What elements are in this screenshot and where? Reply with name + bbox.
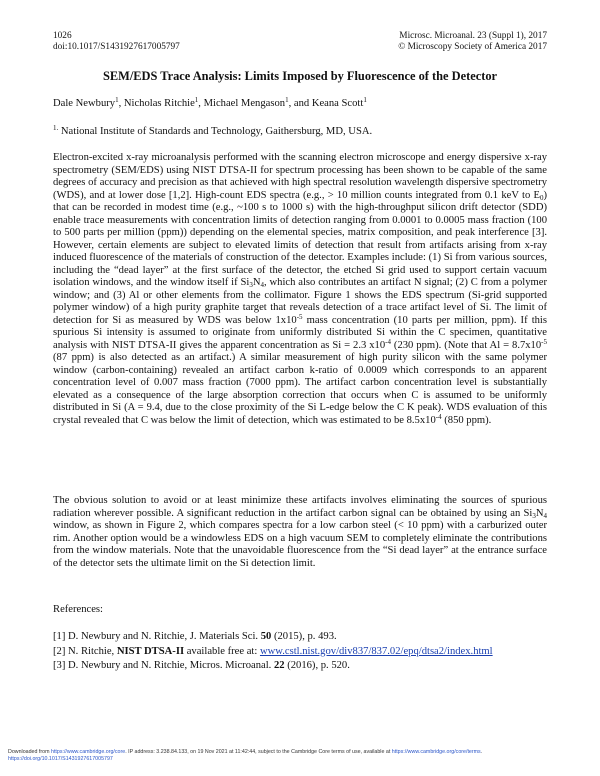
author-name: Michael Mengason xyxy=(203,98,286,109)
author-affiliation-mark: 1 xyxy=(115,96,119,104)
reference-item: [2] N. Ritchie, NIST DTSA-II available free at: www.cstl.nist.gov/div837/837.02/epq/dtsa2/index.html xyxy=(53,645,493,657)
reference-item: [3] D. Newbury and N. Ritchie, Micros. Microanal. 22 (2016), p. 520. xyxy=(53,660,350,671)
header-right xyxy=(398,31,547,53)
author-affiliation-mark: 1 xyxy=(285,96,289,104)
author-affiliation-mark: 1 xyxy=(194,96,199,104)
author-name: Nicholas Ritchie xyxy=(123,98,195,109)
author-list: Dale Newbury$^1$, Nicholas Ritchie$^1$, Michael Mengason$^1$, and Keana Scott$^1$ xyxy=(53,96,367,109)
author-name: Dale Newbury xyxy=(53,98,116,109)
affiliation-mark: 1. xyxy=(53,124,59,132)
page-number: 1026 xyxy=(53,31,72,41)
body-paragraph-1: Electron-excited x-ray microanalysis performed with the scanning electron microscope and energy dispersive x-ray spectrometry (SEM/EDS) using NIST DTSA-II for spectrum processing has been shown to be capable of the same degrees of accuracy and precision as that achieved with high spectral resolution wavelength dispersive spectrometry (WDS), and at lower dose [1,2]. High-count EDS spectra (e.g., > 10 million counts integrated from 0.1 keV to $E_0$) that can be recorded in modest time (e.g., ~100 s to 1000 s) with the high-throughput silicon drift detector (SDD) enable trace measurements with concentration limits of detection ranging from 0.0001 to 0.0005 mass fraction (100 to 500 parts per million (ppm)) depending on the elemental species, matrix composition, and peak interference [3]. However, certain elements are subject to elevated limits of detection that result from artifacts arising from x-ray induced fluorescence of the materials of construction of the detector. Examples include: (1) Si from various sources, including the “dead layer” at the first surface of the detector, the etched Si grid used to support certain vacuum isolation windows, and the window itself if $Si_3N_4$, which also contributes an artifact N signal; (2) C from a polymer window; and (3) Al or other elements from the collimator. Figure 1 shows the EDS spectrum (Si-grid supported polymer window) of a high purity graphite target that reveals detection of a trace artifact level of Si. The limit of detection for Si as measured by WDS was below $1x10^{-5}$ mass concentration (10 parts per million, ppm). If this spurious Si intensity is assumed to originate from uniformly distributed Si within the C specimen, quantitative analysis with NIST DTSA-II gives the apparent concentration as Si = 2.3 $x10^{-4}$ (230 ppm). (Note that $Al = 8.7x10^{-5}$ (87 ppm) is also detected as an artifact.) A similar measurement of high purity silicon with the same polymer window (carbon-containing) revealed an artifact carbon k-ratio of 0.0009 which corresponds to an apparent concentration level of 0.007 mass fraction (7000 ppm). The artifact carbon concentration level is substantially elevated as a consequence of the large absorption correction that occurs when C is assumed to be uniformly distributed in Si (A = 9.4, due to the close proximity of the Si L-edge below the C K peak). WDS evaluation of this crystal revealed that C was below the limit of detection, which was estimated to be $8.5x10^{-4}$ (850 ppm). xyxy=(53,152,547,426)
affiliation xyxy=(53,126,372,137)
terms-link[interactable]: https://www.cambridge.org/core/terms xyxy=(391,749,481,755)
references-heading: References: xyxy=(53,604,103,615)
author-affiliation-mark: 1 xyxy=(363,96,367,104)
header-left xyxy=(53,31,180,53)
reference-item: [1] D. Newbury and N. Ritchie, J. Materials Sci. 50 (2015), p. 493. xyxy=(53,631,337,642)
dtsa2-link[interactable]: www.cstl.nist.gov/div837/837.02/epq/dtsa2/index.html xyxy=(259,645,493,657)
body-paragraph-2: The obvious solution to avoid or at least minimize these artifacts involves eliminating the sources of spurious radiation wherever possible. A significant reduction in the artifact carbon signal can be obtained by using an $Si_3N_4$ window, as shown in Figure 2, which compares spectra for a low carbon steel (< 10 ppm) with a carburized outer rim. Another option would be a windowless EDS on a high vacuum SEM to completely eliminate the contributions from the window materials. Note that the unavoidable fluorescence from the “Si dead layer” at the entrance surface of the detector sets the ultimate limit on the Si detection limit. xyxy=(53,495,547,569)
download-footer: Downloaded from https://www.cambridge.org/core. IP address: 3.238.84.133, on 19 Nov 2021 at 11:42:44, subject to the Cambridge Core terms of use, available at https://www.cambridge.org/core/terms. https://doi.org/10.1017/S1431927617005797 xyxy=(8,749,483,762)
doi: doi:10.1017/S1431927617005797 xyxy=(53,42,180,52)
copyright: © Microscopy Society of America 2017 xyxy=(398,42,547,52)
paper-title: SEM/EDS Trace Analysis: Limits Imposed by Fluorescence of the Detector xyxy=(102,69,498,83)
affiliation-text: National Institute of Standards and Technology, Gaithersburg, MD, USA. xyxy=(58,126,373,137)
reference-list xyxy=(53,630,493,674)
cambridge-core-link[interactable]: https://www.cambridge.org/core xyxy=(51,749,126,755)
journal-citation: Microsc. Microanal. 23 (Suppl 1), 2017 xyxy=(399,31,547,41)
author-name: Keana Scott xyxy=(311,98,364,109)
doi-link[interactable]: https://doi.org/10.1017/S1431927617005797 xyxy=(8,756,113,762)
